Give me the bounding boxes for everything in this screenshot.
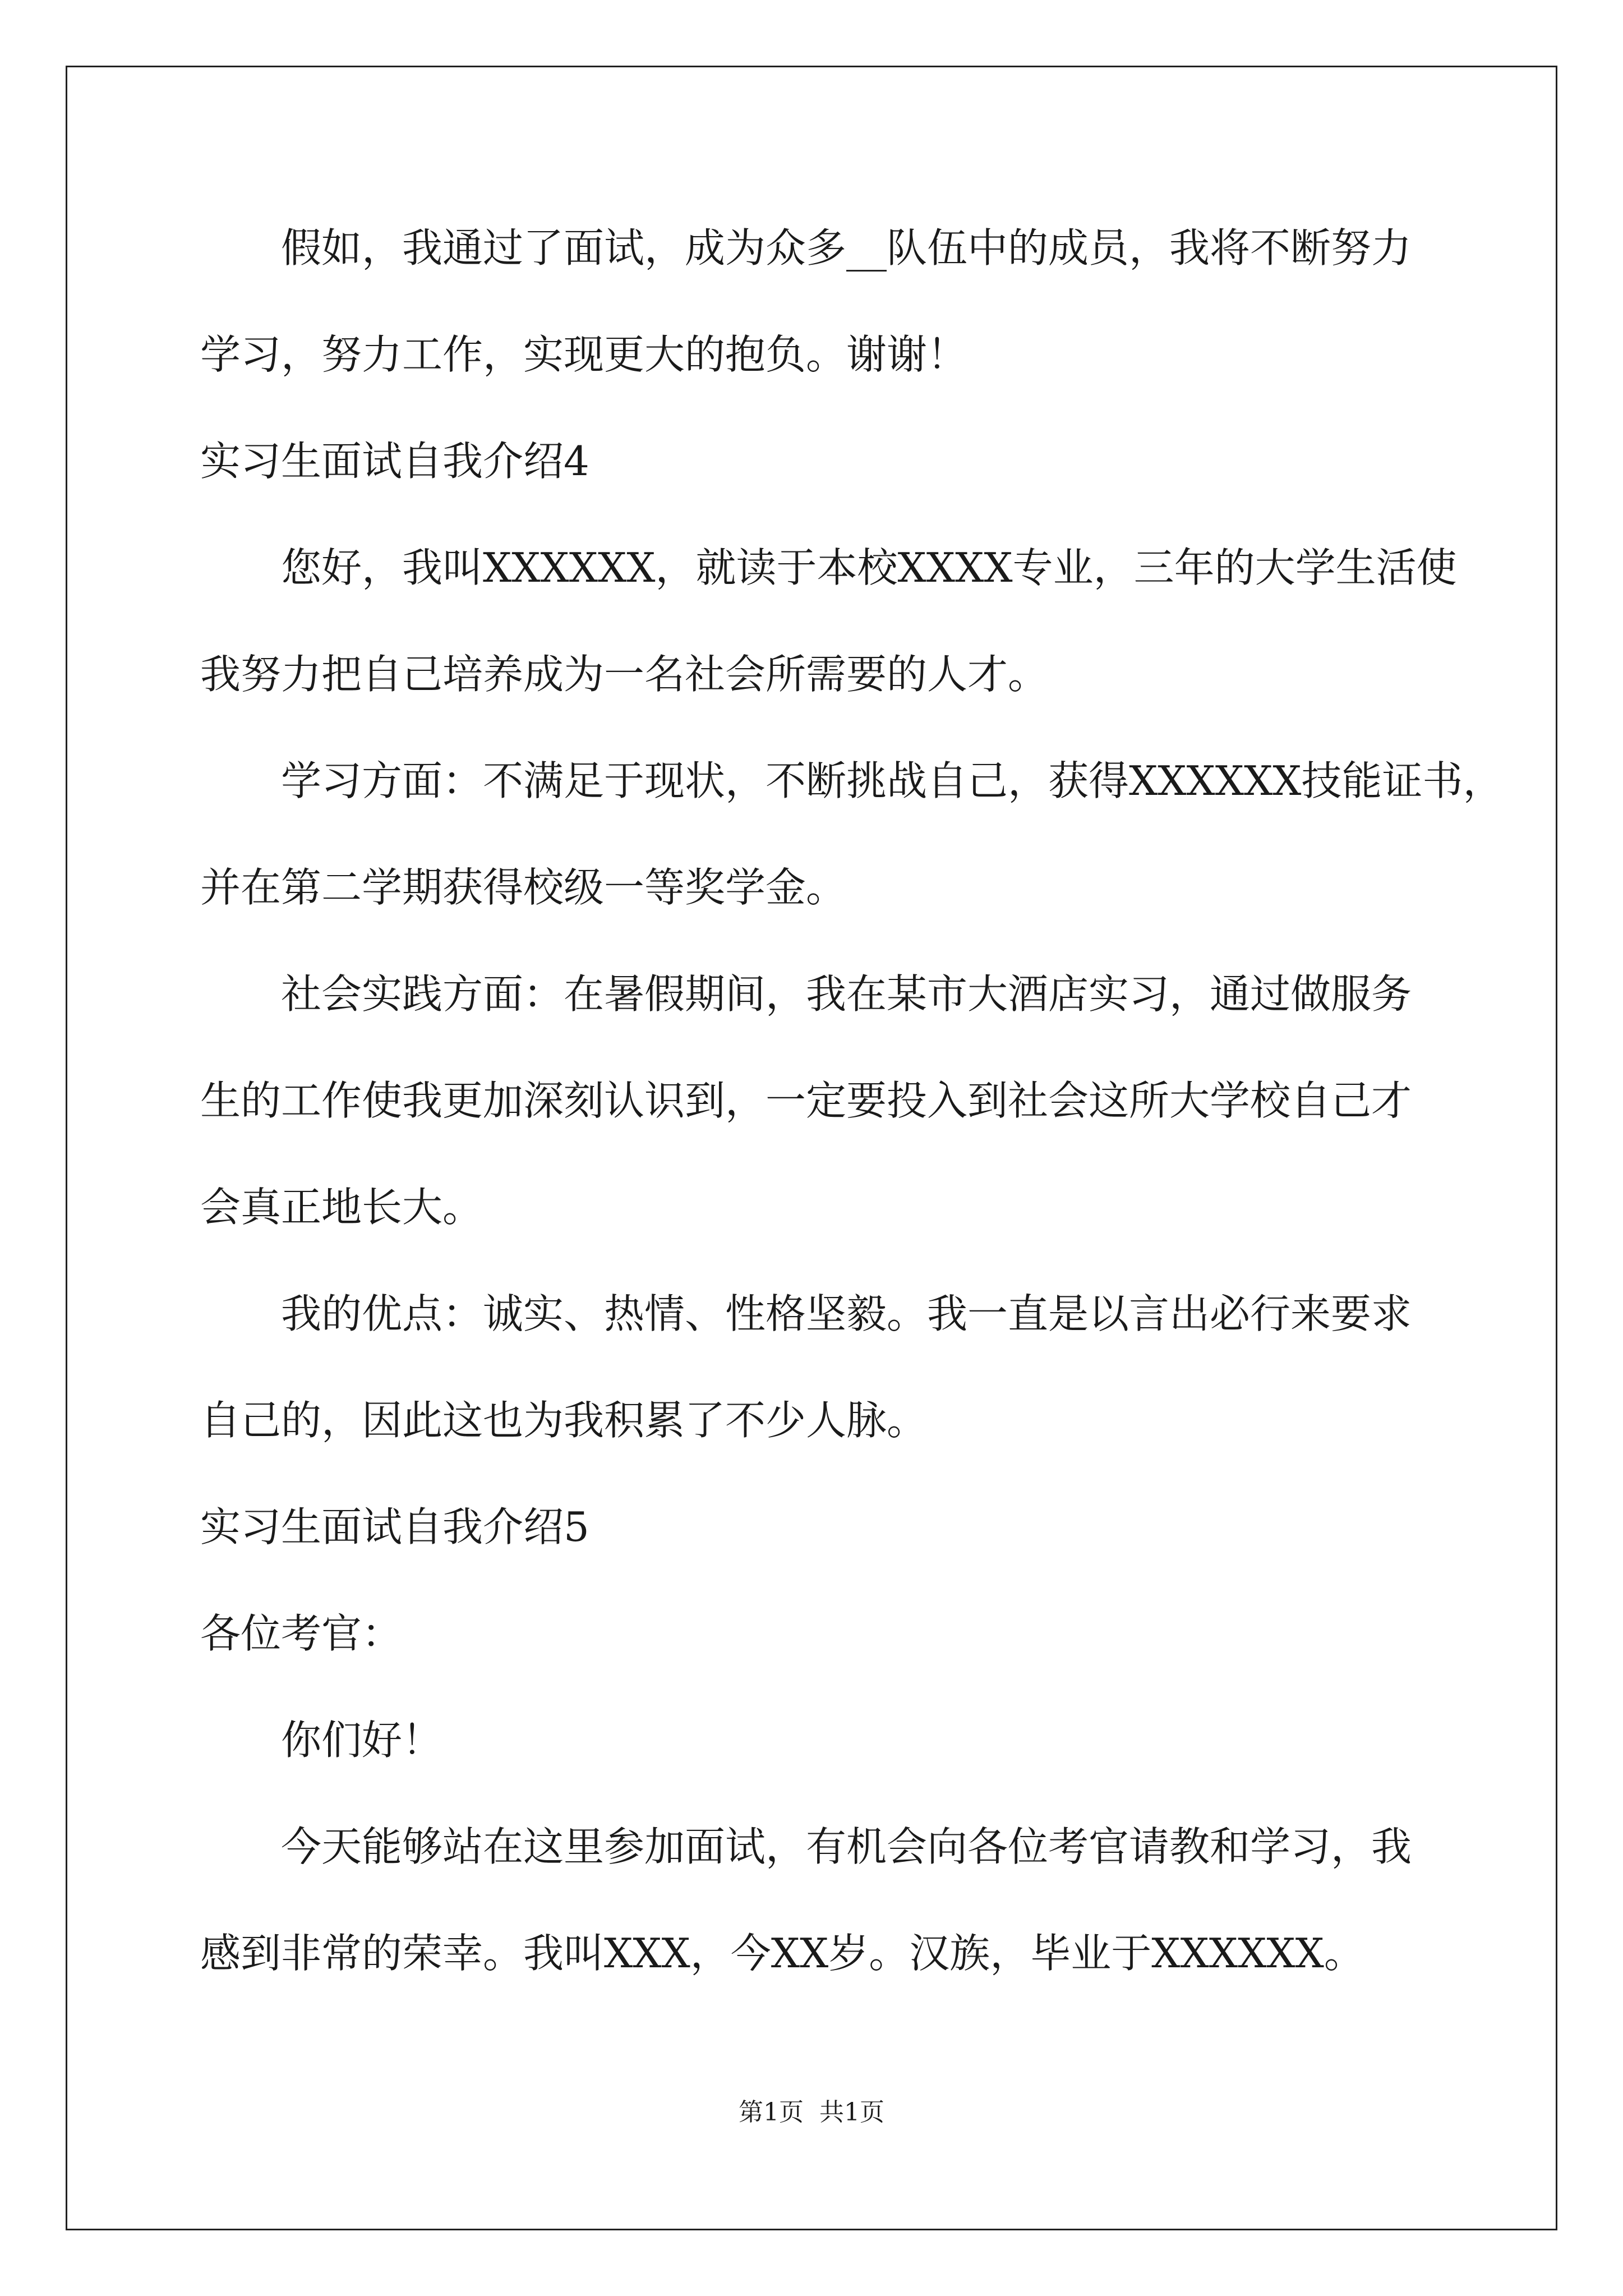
document-body xyxy=(200,220,1504,2032)
paragraph xyxy=(200,540,1457,702)
paragraph-line: 会真正地长大。 xyxy=(200,1184,483,1231)
paragraph-line: 生的工作使我更加深刻认识到，一定要投入到社会这所大学校自己才 xyxy=(200,1077,1412,1124)
paragraph-line: 自己的，因此这也为我积累了不少人脉。 xyxy=(200,1397,928,1444)
section-heading xyxy=(200,433,1428,489)
paragraph-line: 你们好！ xyxy=(281,1717,443,1764)
heading-text: 实习生面试自我介绍4 xyxy=(200,438,589,485)
page-footer xyxy=(0,2097,1623,2128)
paragraph-line: 学习方面：不满足于现状，不断挑战自己，获得XXXXXX技能证书， xyxy=(281,757,1504,804)
paragraph-line: 我的优点：诚实、热情、性格坚毅。我一直是以言出必行来要求 xyxy=(281,1290,1412,1337)
paragraph-line: 假如，我通过了面试，成为众多__队伍中的成员，我将不断努力 xyxy=(281,224,1412,272)
heading-text: 实习生面试自我介绍5 xyxy=(200,1503,589,1550)
paragraph-line: 学习，努力工作，实现更大的抱负。谢谢！ xyxy=(200,331,968,378)
paragraph xyxy=(200,1712,1428,1768)
paragraph xyxy=(200,753,1504,915)
paragraph-line: 我努力把自己培养成为一名社会所需要的人才。 xyxy=(200,651,1049,698)
paragraph-line: 您好，我叫XXXXXX，就读于本校XXXX专业，三年的大学生活使 xyxy=(281,544,1457,591)
page-number: 第1页 共1页 xyxy=(739,2098,884,2127)
salutation xyxy=(200,1605,1428,1662)
paragraph xyxy=(200,1819,1428,1981)
paragraph xyxy=(200,220,1428,383)
paragraph-line: 并在第二学期获得校级一等奖学金。 xyxy=(200,864,847,911)
paragraph xyxy=(200,1286,1428,1448)
section-heading xyxy=(200,1499,1428,1555)
paragraph-line: 社会实践方面：在暑假期间，我在某市大酒店实习，通过做服务 xyxy=(281,970,1412,1018)
salutation-text: 各位考官： xyxy=(200,1610,403,1657)
paragraph xyxy=(200,966,1428,1235)
paragraph-line: 感到非常的荣幸。我叫XXX，今XX岁。汉族，毕业于XXXXXX。 xyxy=(200,1930,1364,1977)
paragraph-line: 今天能够站在这里参加面试，有机会向各位考官请教和学习，我 xyxy=(281,1823,1412,1870)
